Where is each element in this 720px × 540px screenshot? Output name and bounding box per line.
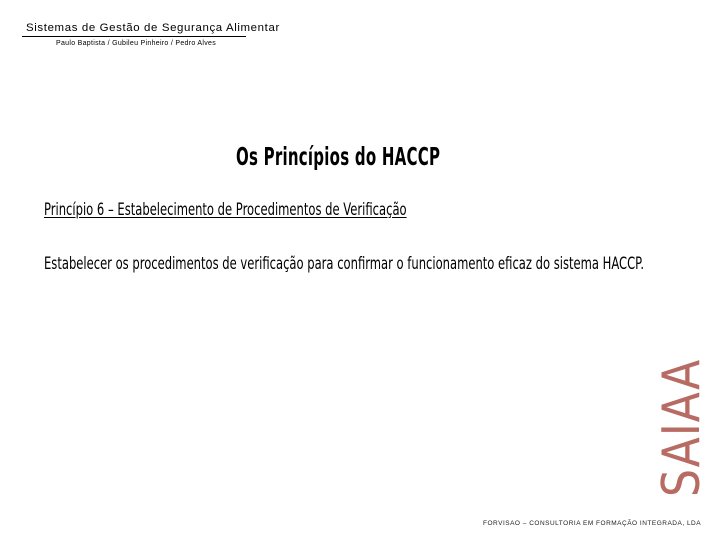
slide-title: Os Princípios do HACCP [236, 142, 441, 171]
header-title: Sistemas de Gestão de Segurança Alimentar [26, 22, 280, 34]
brand-logo-text: SAIAA [652, 358, 713, 498]
brand-logo [652, 354, 712, 502]
header-authors: Paulo Baptista / Gubileu Pinheiro / Pedro Alves [56, 40, 217, 47]
header-divider [22, 36, 246, 37]
footer-company: FORVISAO – CONSULTORIA EM FORMAÇÃO INTEGRADA, LDA [483, 520, 702, 527]
principle-heading: Princípio 6 – Estabelecimento de Procedimentos de Verificação [44, 200, 407, 220]
principle-description: Estabelecer os procedimentos de verificação para confirmar o funcionamento eficaz do sistema HACCP. [44, 254, 645, 274]
